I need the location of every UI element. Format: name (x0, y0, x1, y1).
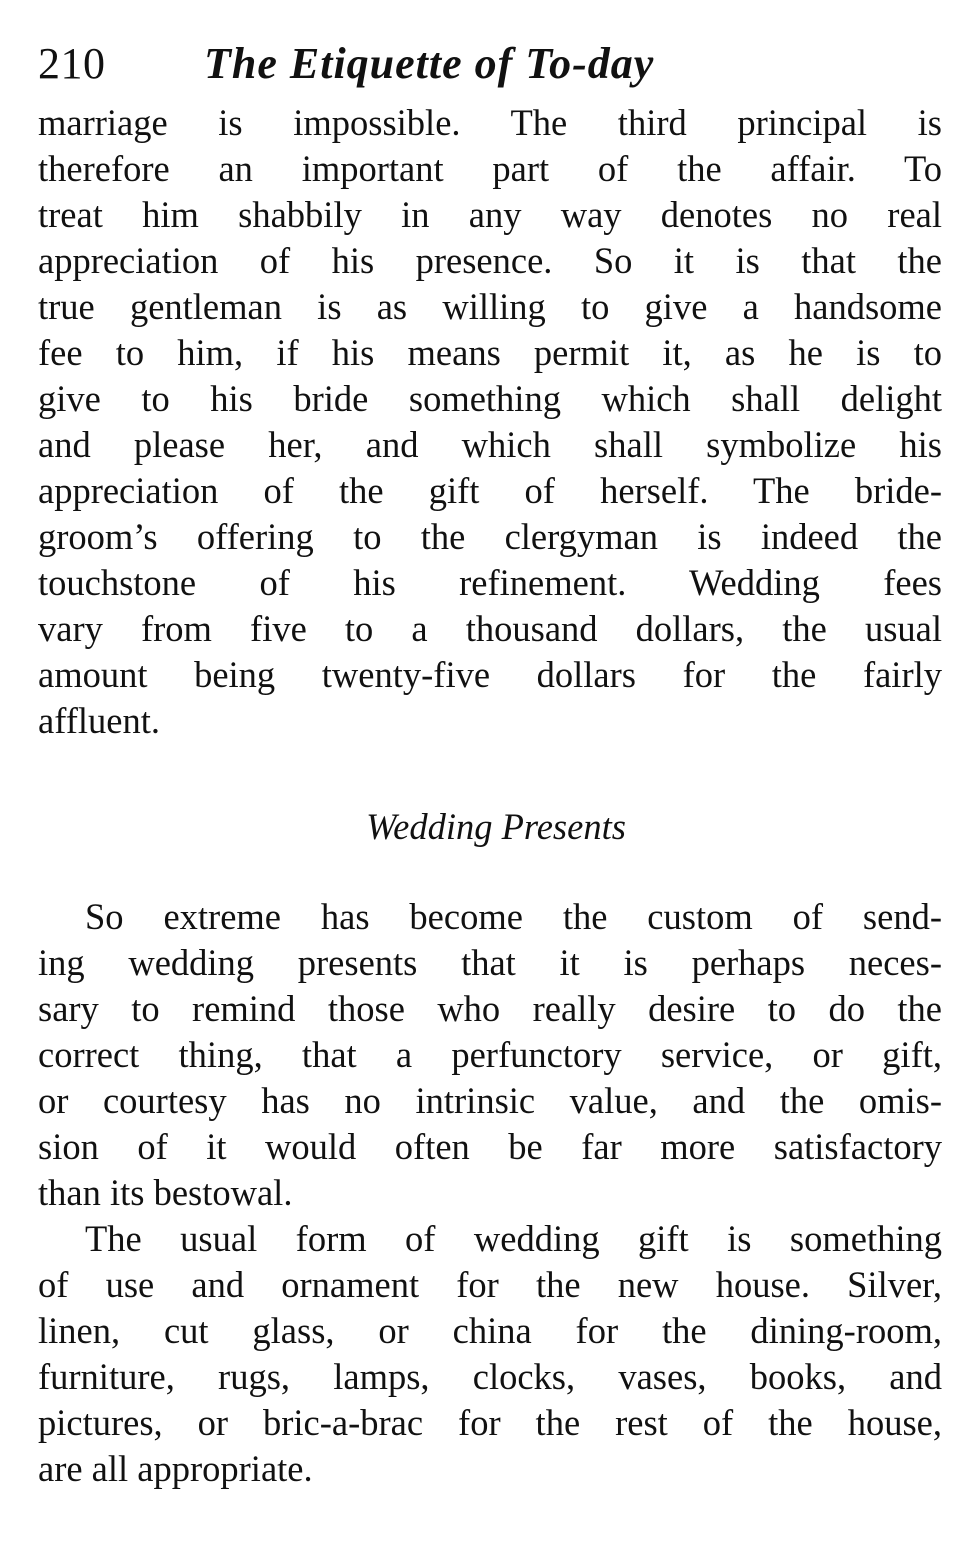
text-line: treat him shabbily in any way denotes no real (38, 194, 942, 235)
running-title: The Etiquette of To-day (204, 39, 655, 88)
text-line: sary to remind those who really desire to do the (38, 988, 942, 1029)
paragraph-usual-gift (38, 1216, 942, 1492)
text-line: are all appropriate. (38, 1448, 313, 1489)
text-line: therefore an important part of the affair. To (38, 148, 942, 189)
paragraph-custom (38, 894, 942, 1216)
text-line: The usual form of wedding gift is something (85, 1218, 942, 1259)
section-heading: Wedding Presents (366, 806, 626, 847)
text-line: of use and ornament for the new house. Silver, (38, 1264, 942, 1305)
text-line: pictures, or bric-a-brac for the rest of the house, (38, 1402, 942, 1443)
page-number: 210 (38, 39, 106, 88)
paragraph-fees (38, 100, 942, 744)
text-line: affluent. (38, 700, 160, 741)
text-line: ing wedding presents that it is perhaps neces- (38, 942, 942, 983)
text-line: correct thing, that a perfunctory service, or gift, (38, 1034, 942, 1075)
text-line: and please her, and which shall symbolize his (38, 424, 942, 465)
text-line: So extreme has become the custom of send- (85, 896, 942, 937)
text-line: groom’s offering to the clergyman is indeed the (38, 516, 942, 557)
text-line: sion of it would often be far more satisfactory (38, 1126, 942, 1167)
text-line: amount being twenty-five dollars for the fairly (38, 654, 942, 695)
book-page (38, 30, 942, 1492)
text-line: marriage is impossible. The third principal is (38, 102, 942, 143)
running-head (38, 30, 942, 100)
text-line: true gentleman is as willing to give a handsome (38, 286, 942, 327)
text-line: appreciation of his presence. So it is that the (38, 240, 942, 281)
text-line: furniture, rugs, lamps, clocks, vases, books, and (38, 1356, 942, 1397)
text-line: appreciation of the gift of herself. The bride- (38, 470, 942, 511)
text-line: linen, cut glass, or china for the dining-room, (38, 1310, 942, 1351)
text-line: fee to him, if his means permit it, as he is to (38, 332, 942, 373)
text-line: touchstone of his refinement. Wedding fees (38, 562, 942, 603)
text-line: vary from five to a thousand dollars, the usual (38, 608, 942, 649)
text-line: than its bestowal. (38, 1172, 293, 1213)
text-line: or courtesy has no intrinsic value, and the omis- (38, 1080, 942, 1121)
text-line: give to his bride something which shall delight (38, 378, 942, 419)
